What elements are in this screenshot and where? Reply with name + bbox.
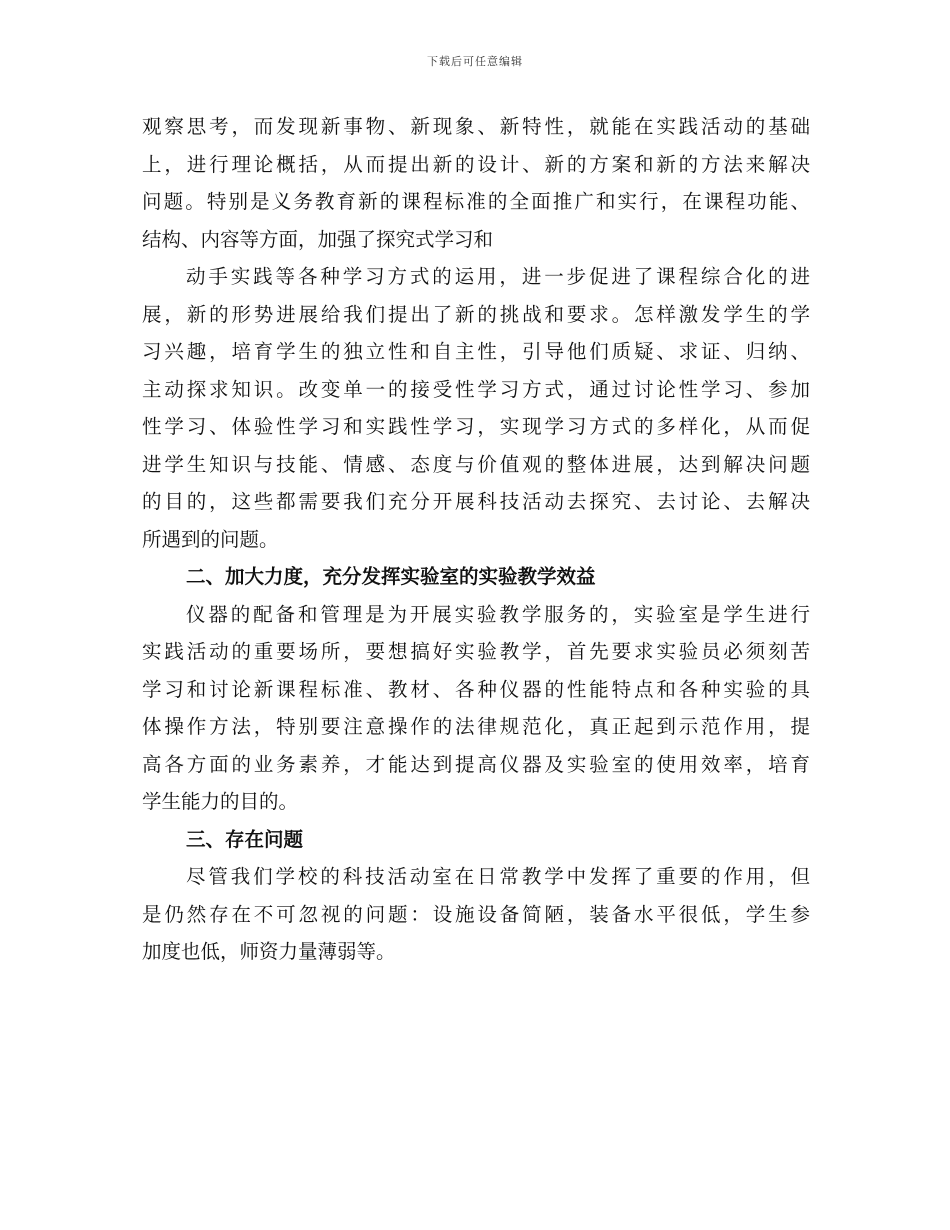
- text-line: 学习和讨论新课程标准、教材、各种仪器的性能特点和各种实验的具: [142, 677, 810, 701]
- section-heading: 二、加大力度，充分发挥实验室的实验教学效益: [186, 565, 596, 588]
- text-line: 上，进行理论概括，从而提出新的设计、新的方案和新的方法来解决: [142, 152, 810, 176]
- text-line: 观察思考，而发现新事物、新现象、新特性，就能在实践活动的基础: [142, 115, 810, 138]
- text-line: 所遇到的问题。: [142, 527, 279, 551]
- text-line: 主动探求知识。改变单一的接受性学习方式，通过讨论性学习、参加: [142, 377, 810, 401]
- text-line: 加度也低，师资力量薄弱等。: [142, 940, 396, 963]
- section-2: [142, 558, 810, 821]
- text-line: 的目的，这些都需要我们充分开展科技活动去探究、去讨论、去解决: [142, 490, 810, 513]
- text-line: 进学生知识与技能、情感、态度与价值观的整体进展，达到解决问题: [142, 452, 810, 476]
- paragraph-2: [142, 258, 810, 558]
- text-line: 问题。特别是义务教育新的课程标准的全面推广和实行，在课程功能、: [142, 190, 810, 213]
- page-header: 下载后可任意编辑: [427, 55, 523, 68]
- text-line: 动手实践等各种学习方式的运用，进一步促进了课程综合化的进: [186, 265, 810, 288]
- text-line: 实践活动的重要场所，要想搞好实验教学，首先要求实验员必须刻苦: [142, 640, 810, 663]
- text-line: 学生能力的目的。: [142, 790, 299, 813]
- text-line: 高各方面的业务素养，才能达到提高仪器及实验室的使用效率，培育: [142, 752, 810, 776]
- section-3: [142, 821, 810, 971]
- text-line: 仪器的配备和管理是为开展实验教学服务的，实验室是学生进行: [186, 602, 810, 626]
- text-line: 是仍然存在不可忽视的问题：设施设备简陋，装备水平很低，学生参: [142, 902, 810, 926]
- text-line: 结构、内容等方面，加强了探究式学习和: [142, 227, 494, 251]
- text-line: 习兴趣，培育学生的独立性和自主性，引导他们质疑、求证、归纳、: [142, 340, 810, 363]
- text-line: 体操作方法，特别要注意操作的法律规范化，真正起到示范作用，提: [142, 715, 810, 738]
- section-heading: 三、存在问题: [186, 827, 304, 851]
- text-line: 展，新的形势进展给我们提出了新的挑战和要求。怎样激发学生的学: [142, 302, 810, 326]
- paragraph-1: [142, 108, 810, 258]
- text-line: 尽管我们学校的科技活动室在日常教学中发挥了重要的作用，但: [186, 865, 810, 888]
- text-line: 性学习、体验性学习和实践性学习，实现学习方式的多样化，从而促: [142, 415, 810, 438]
- document-body: [142, 108, 810, 971]
